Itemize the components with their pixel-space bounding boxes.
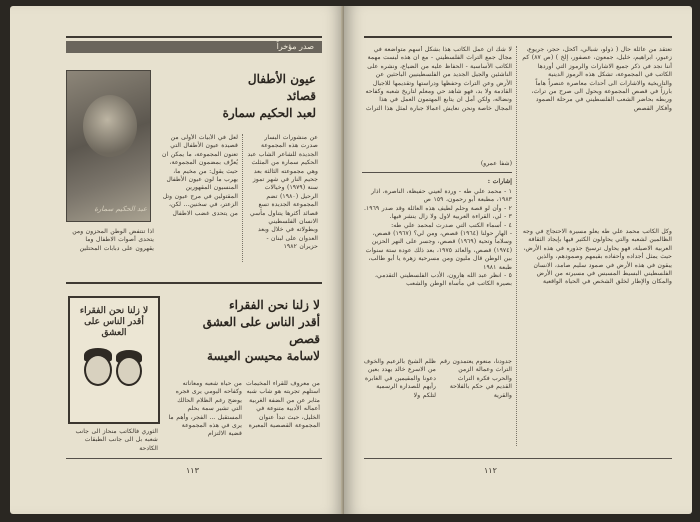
book2-title-line2: أقدر الناس على العشق — [202, 315, 320, 329]
column-divider — [242, 134, 243, 262]
note-item: ٥ - انظر عبد الله هارون، الأدب الفلسطيني التقدمي، بصيرة الكاتب في مأساة الوطن والشعب — [375, 272, 512, 288]
book1-column-right: عن منشورات اليسار صدرت هذه المجموعة الجديدة للشاعر الشاب عبد الحكيم سمارة من المثلث وهي مجموعته الثالثة بعد جحيم النار في شهر تموز سنة (١٩٧٩) وخيالات الرحيل (١٩٨٠) تضم المجموعة الجديدة تسع قصائد أكثرها يتناول مأسي الانسان الفلسطيني وبطولاته في خلال وبعد العدوان على لبنان - حزيران ١٩٨٢ — [247, 134, 318, 251]
book1-author: لعبد الحكيم سمارة — [222, 106, 316, 120]
page-number-right: ١١٢ — [484, 466, 497, 475]
author-photo — [66, 70, 151, 222]
article-column-right-bottom: وكل الكاتب محمد علي طه يعلو مسيرة الاحتجاج في وجه الظالمين لشعبه والتي يحاولون الكثير فيها بإيجاد الثقافة العربية الاصيلة، فهو يحاول ترسيخ جذوره في هذه الأرض، حيث يمثل أجداده وأحفاده بقيمهم وصمودهم، والذين يبقون في هذه الأرض في صمود سليم صامد، الانسان الفلسطيني البسيط المسيس في مسيرته من الأرض والمكان والإطار لخلق الشخص في الحياة الواقعية — [522, 228, 672, 286]
author-face — [83, 95, 137, 157]
book1-title: عيون الأطفال — [247, 72, 316, 86]
book2-column-right: من معروف للقراء المخيمات استلهم تجربته هو شاب شبه مثابر عن من الضفة الغربية أعماله الأدبية متنوعة في الخليل، حيث تبدأ عنوان المجموعة القصصية المعبرة — [246, 380, 320, 430]
cover-title: لا زلنا نحن الفقراء أقدر الناس على العشق — [79, 306, 149, 338]
notes-rule — [362, 172, 512, 173]
header-rule — [66, 36, 322, 38]
book2-column-left: الثوري فالكاتب منحاز الى جانب شعبه بل الى جانب الطبقات الكادحة — [75, 428, 158, 452]
book2-cover — [68, 296, 160, 424]
notes-heading: إشارات : — [487, 178, 512, 185]
section-header: صدر مؤخراً — [66, 41, 322, 53]
book2-genre: قصص — [289, 332, 320, 346]
book1-column-under-photo: اذا تنتفض الوطن المحزون ومن يتحدى أصوات الاطفال وما يقهرون على دبابات المحتلين — [72, 228, 154, 252]
boy-face-right — [116, 356, 142, 386]
book2-column-middle: من حياة شعبه ومعاناته وكفاحه اليومي يرى فجره يوضح رغم الظلام الحالك التي تشير سمة بحلم المستقبل ... الفجر، وأهم ما يرى في هذه المجموعة قضية الالتزام — [168, 380, 242, 438]
note-item: ٤ - أسماء الكتب التي صدرت لمحمد علي طه: — [391, 221, 512, 229]
photo-caption: عبد الحكيم سمارة — [94, 205, 147, 213]
book1-column-left: لعل في الأبيات الأولى من قصيدة عيون الأطفال التي تعنون المجموعة، ما يمكن ان يُعرِّف بمضمون المجموعة، حيث يقول: من مخيم ما، يهرب ما لون عيون الأطفال المنسيون المقهورين المقتولين في مرج عيون وتل الزعتر، في سخنين... لكن، من يتحدى غضب الاطفال — [161, 134, 238, 217]
right-page — [344, 6, 692, 514]
book1-genre: قصائد — [286, 89, 316, 103]
book2-title-line1: لا زلنا نحن الفقراء — [228, 298, 320, 312]
article-column-right-top: تعتقد من عائلة حال ( ذولو، شبالي، أكحل، حجر، جريوع، زعبور، ابراهيم، خليل، جمعون، عصفور، إلخ ) (ص ٨٧) كم أننا نجد في ذكر جميع الاشارات والرموز التي أوردها الكاتب في المجموعة، تشكل هذه الرموز الدينية والتاريخية والاشارات الى أحداث معاصرة عنصراً هاماً بارزاً في قصص المجموعة ويحول الى صرح من تراث، وربطه بحاضر الشعب الفلسطيني في مرحلة الصمود وأفكار القصص — [522, 46, 672, 112]
notes-list — [362, 188, 512, 354]
page-number-left: ١١٣ — [186, 466, 199, 475]
footer-rule-right — [364, 458, 672, 459]
notes-bottom-left: ظلم الشيخ بالزعيم والخوف من الاسرع خالد يهدد بعين دعونا والمقيمين في الغابرة رأيهم للصدارة الرسمية لتلكم ولا — [363, 358, 436, 399]
author-signature: (شفا عمرو) — [480, 160, 512, 167]
note-item: - الهار حولنا (١٩٦٤) قصص، ومن لي؟ (١٩٦٧) قصص، وسلاماً وتحية (١٩٦٩) قصص، وجسر على النهر الحزين (١٩٧٤) قصص، والعائد ١٩٧٥، بعد ذلك عودة ستة سنوات بين الوطن قال مليون ومن مسرحية زهرة يا أبو طالب، طبعة ١٩٨١ — [365, 230, 512, 271]
book2-author: لاسامة محيسن العيسة — [207, 349, 320, 363]
note-item: ٢ - وأن لو قصة وحلم لطيف هذه العائلة وقد صدر ١٩٦٩. — [363, 204, 512, 212]
boy-face-left — [84, 354, 112, 386]
footer-rule — [66, 458, 322, 459]
article-column-left-top: لا شك ان عمل الكاتب هذا بشكل أسهم متواضعة في مجال جمع التراث الفلسطيني - مع ان هذه ليست مهمة الكاتب الأساسية - الحفاظ عليه من الضياع، ونشره على الناشئين والجيل الجديد من الفلسطينيين الباحثين عن الأرض وعن التراث وحفظها ودراستها وتقديمها للاجيال القادمة ولا بد، فهو شاهد حي ومعلم لتاريخ شعبه وكفاحه ونضاله، ولكن أمل ان يتابع المهتمون العمل في هذا المجال خاصة ونحن نعايش اعمالا جبارة لمثل هذا التراث — [365, 46, 512, 112]
top-rule — [364, 36, 672, 38]
left-page — [10, 6, 344, 514]
note-item: ١ - محمد علي طه - وردة لعيني حفيظة، الناصرة، آذار ١٩٨٣، مطبعة أبو رحمون، ١٥٩ ص — [371, 188, 512, 204]
column-divider-right — [516, 46, 517, 446]
article-separator — [66, 282, 322, 284]
notes-bottom-right: جدودنا، منعوم يعتمدون رقم التراث وعمالة الزمن والحرب فكرة التراث القديم في حكم بالفلاحة والقرية — [440, 358, 512, 399]
note-item: ٣ - لي، القراءة العربية لاول ولا زال ينشر فيها. — [389, 213, 512, 221]
